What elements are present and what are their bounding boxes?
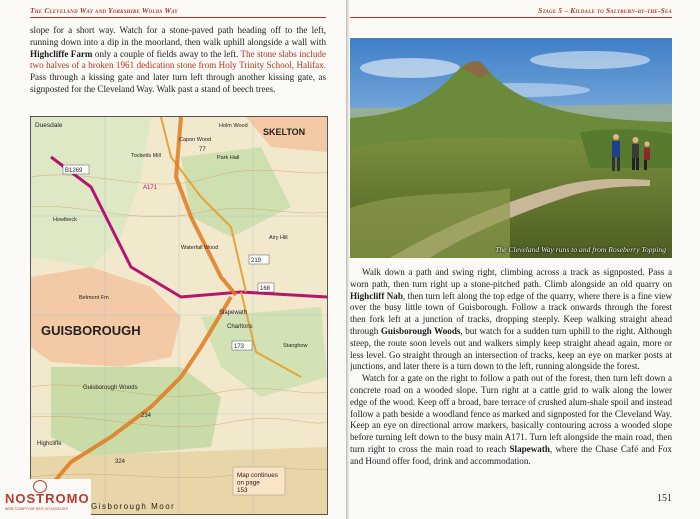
map-label: Gisborough Moor [91,502,176,511]
page-number: 151 [657,493,672,504]
road-label: 324 [115,459,126,465]
road-label: 173 [234,344,245,350]
photo-image [350,38,672,258]
map-label: Stanghow [283,343,308,349]
paragraph: slope for a short way. Watch for a stone-paved path heading off to the left, running down into a dip in the moorland, then walk uphill alongside a wall with Highcliffe Farm only a couple of fields away to the left. The stone slabs include two halves of a broken 1961 dedication stone from Holy Trinity School, Halifax. Pass through a kissing gate and later turn left through another kissing gate, as signposted for the Cleveland Way. Walk past a stand of beech trees. [30,25,326,94]
running-head-left: The Cleveland Way and Yorkshire Wolds Way [30,6,178,15]
header-rule [30,17,326,18]
left-body-text [30,25,326,96]
road-label: 168 [260,286,271,292]
map-label: Capon Wood [179,137,212,143]
map-label: Belmont Fm [79,295,109,301]
map-label: Guisborough Woods [83,385,138,391]
left-page [0,0,346,519]
right-page [350,0,700,519]
road-label: 219 [251,258,262,264]
watermark-subtitle: WEB COMPTOIR DES VOYAGEURS [5,507,68,511]
place-name: Guisborough Woods [380,325,461,336]
header-rule [350,17,672,18]
road-label: 77 [199,147,206,153]
watermark-logo [3,479,91,516]
map-label: Slapewath [219,310,248,316]
map-label: Howlbeck [53,217,77,223]
map-label: Duesdale [35,122,63,129]
place-name: Highcliff Nab [350,290,403,301]
place-name: Slapewath [509,443,550,454]
paragraph: Walk down a path and swing right, climbing across a track as signposted. Pass a worn path, then turn right up a stone-pitched path. Climb alongside an old quarry on Highcliff Nab, then turn left along the top edge of the quarry, where there is a fine view over the busy little town of Guisborough. Follow a track onwards through the forest then fork left at a junction of tracks, dropping steeply. Keep walking straight ahead through Guisborough Woods, but watch for a sudden turn uphill to the right. Although steep, the route soon levels out and walkers simply keep straight ahead again, more or less level. Go straight through an intersection of tracks, keep an eye on marker posts at junctions, and later there is a turn down to the left, running alongside the forest. [350,267,673,372]
landscape-photo [350,38,672,258]
watermark-brand: NOSTROMO [5,491,90,506]
map-label: Charltons [227,324,253,330]
road-label: B1269 [65,168,83,174]
route-map [30,116,328,515]
map-label: Tocketts Mill [131,153,161,159]
map-label: Park Hall [217,155,240,161]
road-label: A171 [143,185,158,191]
map-label: Waterfall Wood [181,245,219,251]
running-head-right: Stage 5 – Kildale to Saltburn-by-the-Sea [538,6,672,15]
map-label-town: GUISBOROUGH [41,323,141,338]
road-label: 234 [141,413,152,419]
photo-caption: The Cleveland Way runs to and from Roseberry Topping [495,245,666,254]
map-label: Airy Hill [269,235,288,241]
map-label: Holm Wood [219,123,248,129]
map-continues-note: Map continues on page 153 [237,472,278,494]
map-label: Highcliffe [37,441,62,447]
place-name: Highcliffe Farm [30,48,93,59]
highlighted-note: The stone slabs include two halves of a broken 1961 dedication stone from Holy Trinity School, Halifax. [30,48,326,71]
right-body-text [350,267,672,468]
map-drawing [31,117,327,514]
map-label-town: SKELTON [263,127,306,137]
paragraph: Watch for a gate on the right to follow a path out of the forest, then turn left down a concrete road on a wooded slope. Turn right at a cattle grid to walk along the lower edge of the wood. Keep off a broad, bare terrace of crushed alum-shale spoil and instead follow a path beside a woodland fence as marked and signposted for the Cleveland Way. Keep an eye on directional arrow markers, basically contouring across a wooded slope before turning left down to the busy main A171. Turn left alongside the main road, then turn right to cross the main road to reach Slapewath, where the Chase Café and Fox and Hound offer food, drink and accommodation. [350,373,672,466]
